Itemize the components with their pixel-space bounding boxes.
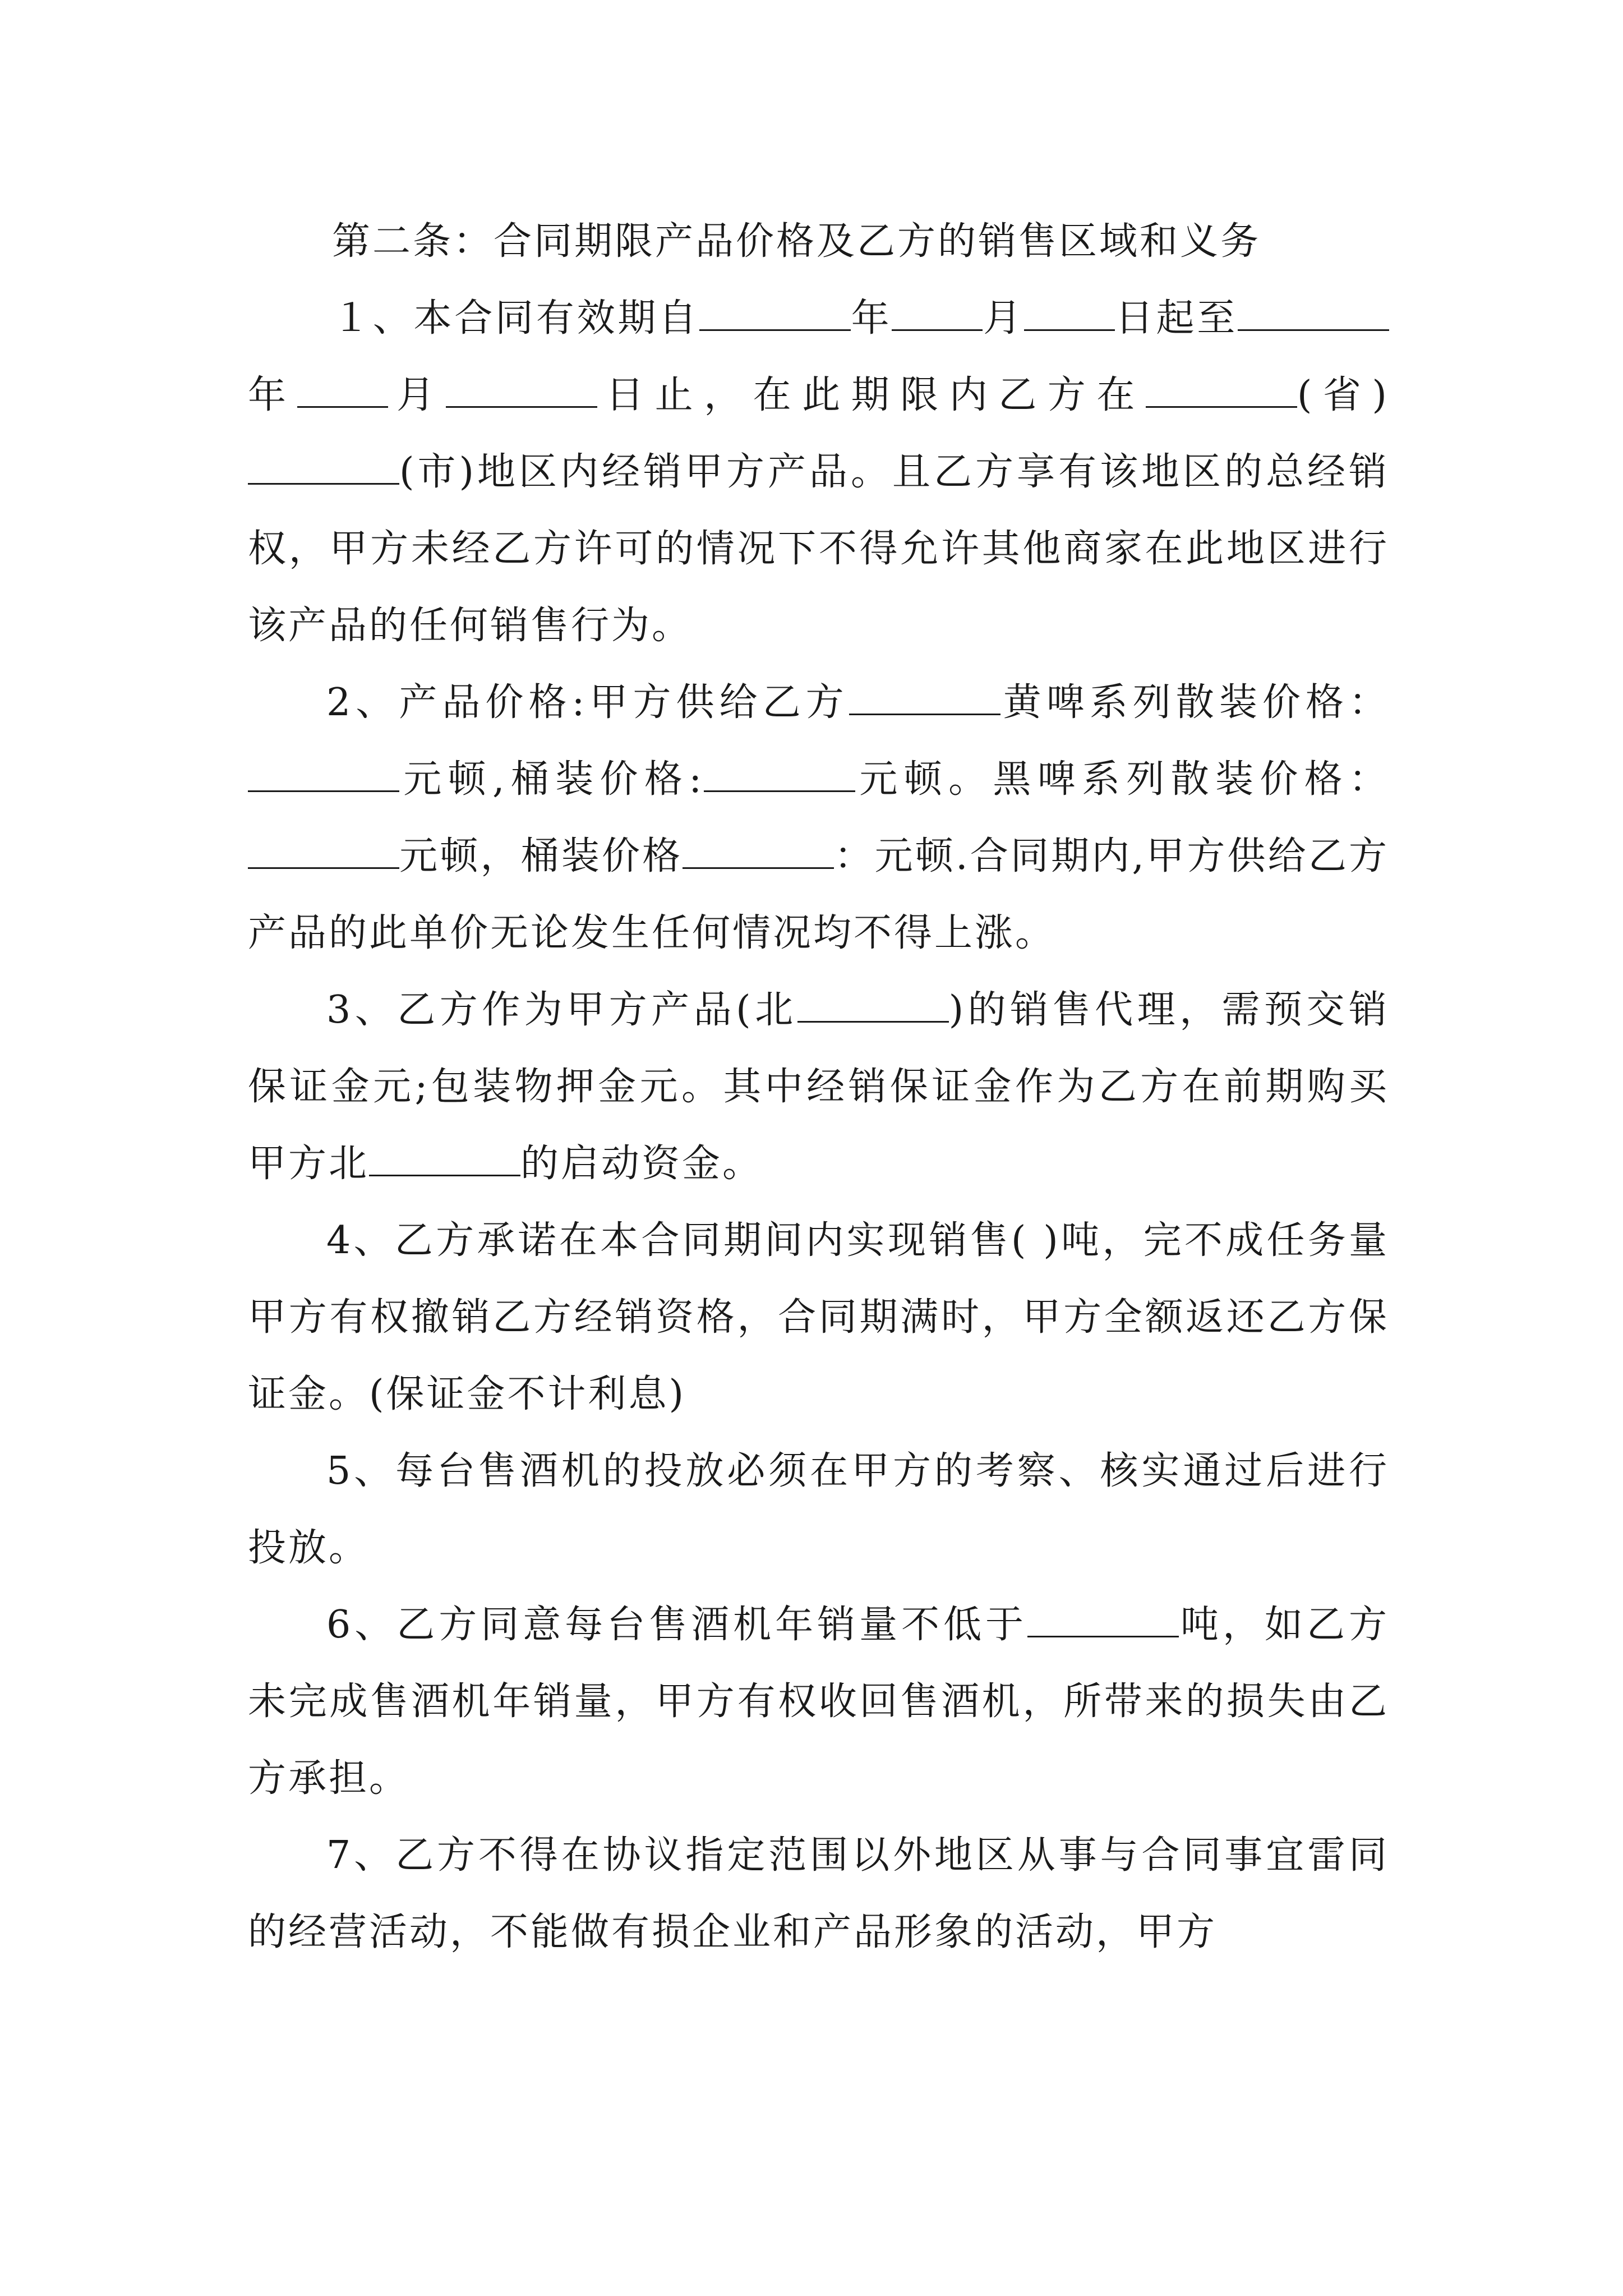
clause-text: 吨，如乙方未完成售酒机年销量，甲方有权收回售酒机，所带来的损失由乙方承担。 bbox=[248, 1603, 1389, 1801]
clause-text: 的启动资金。 bbox=[520, 1142, 763, 1186]
clause-paragraph-clause-5 bbox=[248, 1433, 1389, 1586]
clause-text: 元顿，桶装价格 bbox=[399, 834, 683, 878]
document-body bbox=[248, 203, 1389, 1971]
clause-text: 4、乙方承诺在本合同期间内实现销售( )吨，完不成任务量甲方有权撤销乙方经销资格，合同期满时，甲方全额返还乙方保证金。(保证金不计利息) bbox=[248, 1218, 1389, 1416]
fill-in-blank bbox=[892, 295, 983, 331]
fill-in-blank bbox=[1238, 295, 1389, 331]
clause-text: 年 bbox=[850, 296, 892, 341]
fill-in-blank bbox=[849, 679, 1000, 715]
clause-text: 6、乙方同意每台售酒机年销量不低于 bbox=[326, 1603, 1028, 1647]
clause-text: 月 bbox=[388, 373, 446, 417]
fill-in-blank bbox=[446, 372, 597, 408]
clause-text: 3、乙方作为甲方产品(北 bbox=[326, 988, 797, 1032]
fill-in-blank bbox=[297, 372, 388, 408]
clause-text: (省) bbox=[1297, 373, 1389, 417]
clause-text: 7、乙方不得在协议指定范围以外地区从事与合同事宜雷同的经营活动，不能做有损企业和产品形象的活动，甲方 bbox=[248, 1833, 1389, 1954]
clause-list bbox=[248, 280, 1389, 1971]
fill-in-blank bbox=[1146, 372, 1297, 408]
clause-paragraph-clause-7 bbox=[248, 1817, 1389, 1971]
fill-in-blank bbox=[797, 987, 949, 1023]
clause-text: 日止，在此期限内乙方在 bbox=[597, 373, 1146, 417]
fill-in-blank bbox=[704, 756, 855, 792]
clause-paragraph-clause-3 bbox=[248, 972, 1389, 1202]
clause-text: 5、每台售酒机的投放必须在甲方的考察、核实通过后进行投放。 bbox=[248, 1449, 1389, 1570]
clause-paragraph-clause-6 bbox=[248, 1586, 1389, 1817]
fill-in-blank bbox=[369, 1140, 520, 1176]
clause-text: １、本合同有效期自 bbox=[332, 296, 699, 341]
clause-text: 黄啤系列散装价格： bbox=[1000, 680, 1389, 725]
clause-text: (市)地区内经销甲方产品。且乙方享有该地区的总经销权，甲方未经乙方许可的情况下不得允许其他商家在此地区进行该产品的任何销售行为。 bbox=[248, 450, 1389, 648]
clause-text: 日起至 bbox=[1114, 296, 1238, 341]
clause-text: 元顿,桶装价格: bbox=[399, 757, 704, 802]
fill-in-blank bbox=[248, 833, 399, 869]
clause-text: )的销售代理，需预交销 保证金元;包装物押金元。其中经销保证金作为乙方在前期购买甲方北 bbox=[248, 988, 1390, 1186]
fill-in-blank bbox=[248, 756, 399, 792]
clause-paragraph-clause-1 bbox=[248, 280, 1389, 664]
clause-text: 元顿。黑啤系列散装价格： bbox=[855, 757, 1389, 802]
clause-text: 年 bbox=[248, 373, 297, 417]
fill-in-blank bbox=[699, 295, 851, 331]
article-heading: 第二条：合同期限产品价格及乙方的销售区域和义务 bbox=[332, 219, 1261, 264]
clause-text: 月 bbox=[983, 296, 1024, 341]
clause-text: ：元顿.合同期内,甲方供给乙方产品的此单价无论发生任何情况均不得上涨。 bbox=[248, 834, 1389, 955]
clause-paragraph-clause-4 bbox=[248, 1202, 1389, 1433]
clause-paragraph-clause-2 bbox=[248, 664, 1389, 972]
fill-in-blank bbox=[1027, 1602, 1179, 1637]
fill-in-blank bbox=[248, 449, 399, 485]
fill-in-blank bbox=[683, 833, 834, 869]
fill-in-blank bbox=[1024, 295, 1115, 331]
clause-text: 2、产品价格:甲方供给乙方 bbox=[326, 680, 849, 725]
